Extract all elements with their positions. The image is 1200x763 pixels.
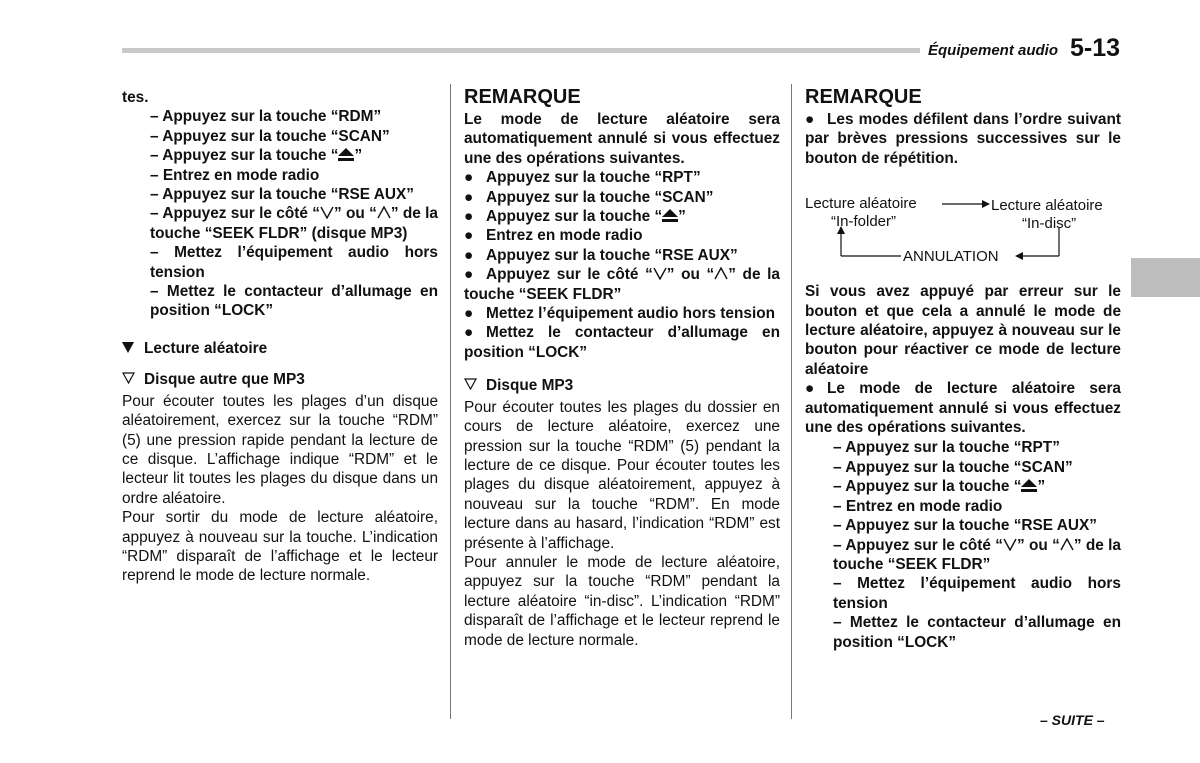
list-item: – Mettez le contacteur d’allumage en position “LOCK” bbox=[150, 283, 438, 320]
page-number: 5-13 bbox=[1070, 34, 1121, 62]
column-divider bbox=[791, 84, 792, 719]
column-3 bbox=[805, 88, 1121, 652]
eject-icon bbox=[338, 148, 354, 161]
chevron-up-icon bbox=[377, 206, 391, 219]
bullet-item: ● Appuyez sur la touche “ ” bbox=[464, 208, 686, 226]
filled-triangle-down-icon bbox=[122, 339, 144, 358]
diagram-node-in-disc-title: Lecture aléatoire bbox=[991, 197, 1103, 215]
remarque-heading: REMARQUE bbox=[464, 86, 581, 108]
bullet-item: ● Entrez en mode radio bbox=[464, 227, 643, 245]
bullet-item: ● Appuyez sur le côté “ ” ou “ ” de la touche “SEEK FLDR” bbox=[464, 266, 780, 303]
header-title: Équipement audio bbox=[928, 42, 1059, 59]
lead-text: tes. bbox=[122, 89, 149, 106]
list-item: – Appuyez sur la touche “RSE AUX” bbox=[833, 517, 1097, 535]
bullet-item: ● Le mode de lecture aléatoire sera automatiquement annulé si vous effectuez une des opérations suivantes. bbox=[805, 380, 1121, 437]
diagram-node-in-folder-title: Lecture aléatoire bbox=[805, 195, 917, 213]
column-2 bbox=[464, 88, 780, 650]
list-item: – Entrez en mode radio bbox=[833, 497, 1003, 515]
list-item: – Appuyez sur le côté “ ” ou “ ” de la touche “SEEK FLDR” bbox=[833, 536, 1121, 573]
paragraph: Pour annuler le mode de lecture aléatoire, appuyez sur la touche “RDM” pendant la lecture aléatoire “in-disc”. L’indication “RDM” disparaît de l’affichage et le lecteur reprend le mode de lecture normale. bbox=[464, 553, 780, 649]
sub-heading: Disque autre que MP3 bbox=[122, 370, 438, 389]
outline-triangle-down-icon bbox=[464, 376, 486, 395]
bullet-item: ● Appuyez sur la touche “RSE AUX” bbox=[464, 246, 738, 264]
note-intro: Le mode de lecture aléatoire sera automatiquement annulé si vous effectuez une des opérations suivantes. bbox=[464, 111, 780, 167]
bullet-item: ● Appuyez sur la touche “SCAN” bbox=[464, 188, 714, 206]
list-item: – Appuyez sur la touche “SCAN” bbox=[150, 127, 390, 145]
mode-cycle-diagram bbox=[805, 174, 1121, 282]
chevron-up-icon bbox=[714, 267, 728, 280]
paragraph: Pour écouter toutes les plages du dossier en cours de lecture aléatoire, exercez une pression sur la touche “RDM” (5) pendant la lecture de ce disque. Pour écouter toutes les plages du disque aléatoirement, appuyez à nouveau sur la touche “RDM”. En mode lecture dans au hasard, l’indication “RDM” est présente à l’affichage. bbox=[464, 398, 780, 552]
bullet-item: ● Appuyez sur la touche “RPT” bbox=[464, 169, 701, 187]
list-item: – Appuyez sur le côté “ ” ou “ ” de la touche “SEEK FLDR” (disque MP3) bbox=[150, 205, 438, 242]
list-item: – Mettez l’équipement audio hors tension bbox=[150, 244, 438, 281]
diagram-node-annulation: ANNULATION bbox=[903, 248, 999, 266]
list-item: – Mettez l’équipement audio hors tension bbox=[833, 575, 1121, 612]
list-item: – Appuyez sur la touche “SCAN” bbox=[833, 458, 1073, 476]
bullet-item: ● Mettez l’équipement audio hors tension bbox=[464, 305, 776, 323]
eject-icon bbox=[662, 209, 678, 222]
outline-triangle-down-icon bbox=[122, 370, 144, 389]
paragraph: Pour sortir du mode de lecture aléatoire, appuyez à nouveau sur la touche. L’indication “RDM” disparaît de l’affichage et le lecteur reprend le mode de lecture normale. bbox=[122, 509, 438, 585]
diagram-node-in-disc-sub: “In-disc” bbox=[1022, 215, 1077, 233]
bullet-item: ● Mettez le contacteur d’allumage en position “LOCK” bbox=[464, 324, 780, 361]
list-item: – Appuyez sur la touche “ ” bbox=[833, 478, 1046, 496]
paragraph: Si vous avez appuyé par erreur sur le bouton et que cela a annulé le mode de lecture aléatoire, appuyez à nouveau sur le bouton pour réactiver ce mode de lecture aléatoire bbox=[805, 283, 1121, 378]
sub-heading: Disque MP3 bbox=[464, 376, 780, 395]
chapter-tab bbox=[1131, 258, 1200, 297]
list-item: – Mettez le contacteur d’allumage en position “LOCK” bbox=[833, 614, 1121, 651]
header-rule bbox=[122, 48, 920, 53]
list-item: – Appuyez sur la touche “RDM” bbox=[150, 108, 382, 126]
chevron-down-icon bbox=[653, 267, 667, 280]
paragraph: Pour écouter toutes les plages d’un disque aléatoirement, exercez sur la touche “RDM” (5) une pression rapide pendant la lecture de ce disque. L’affichage indique “RDM” et le lecteur lit toutes les plages du disque dans un ordre aléatoire. bbox=[122, 392, 438, 507]
diagram-node-in-folder-sub: “In-folder” bbox=[831, 213, 897, 231]
remarque-heading: REMARQUE bbox=[805, 86, 922, 108]
continued-marker: – SUITE – bbox=[1040, 712, 1105, 728]
bullet-item: ● Les modes défilent dans l’ordre suivant par brèves pressions successives sur le bouton de répétition. bbox=[805, 111, 1121, 167]
list-item: – Appuyez sur la touche “ ” bbox=[150, 147, 363, 165]
list-item: – Appuyez sur la touche “RPT” bbox=[833, 439, 1060, 457]
eject-icon bbox=[1021, 479, 1037, 492]
chevron-down-icon bbox=[320, 206, 334, 219]
chevron-down-icon bbox=[1003, 538, 1017, 551]
section-heading: Lecture aléatoire bbox=[122, 339, 438, 358]
column-divider bbox=[450, 84, 451, 719]
list-item: – Appuyez sur la touche “RSE AUX” bbox=[150, 186, 414, 204]
column-1 bbox=[122, 88, 438, 586]
chevron-up-icon bbox=[1060, 538, 1074, 551]
list-item: – Entrez en mode radio bbox=[150, 166, 320, 184]
